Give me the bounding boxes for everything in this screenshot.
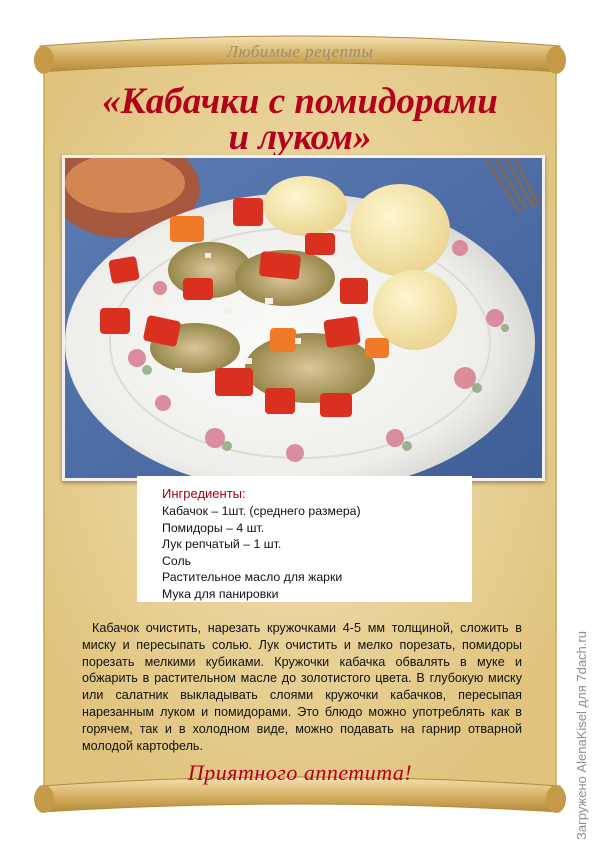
ingredients-heading: Ингредиенты: xyxy=(162,486,246,501)
ingredient-item: Растительное масло для жарки xyxy=(162,570,343,584)
ingredients-box xyxy=(137,476,472,602)
ingredient-item: Соль xyxy=(162,553,192,568)
recipe-title-line-1: «Кабачки с помидорами xyxy=(102,81,498,122)
series-subtitle: Любимые рецепты xyxy=(226,42,374,61)
recipe-title xyxy=(60,81,540,158)
recipe-instructions: Кабачок очистить, нарезать кружочками 4-5 мм толщиной, сложить в миску и пересыпать солью. Лук очистить и мелко порезать, помидоры порезать мелкими кубиками. Кружочки кабачка обвалять в муке и обжарить в растительном масле до золотистого цвета. В глубокую миску или салатник выкладывать слоями кружочки кабачков, пересыпая нарезанным луком и помидорами. Это блюдо можно употреблять как в горячем, так и в холодном виде, можно подавать на гарнир отварной молодой картофель. xyxy=(82,621,522,753)
dish-illustration xyxy=(65,158,542,478)
recipe-card: Любимые рецепты «Кабачки с помидорами и луком» Ингредиенты: Кабачок – 1шт. (среднего размера) Помидоры – 4 шт. Лук репчатый – 1 шт. Соль Растительное масло для жарки Мука для панировки Кабачок очистить, нарезать кружочками 4-5 мм толщиной, сложить в миску и пересыпать солью. Лук очистить и мелко порезать, помидоры порезать мелкими кубиками. Кружочки кабачка обвалять в муке и обжарить в растительном масле до золотистого цвета. В глубокую миску или салатник выкладывать слоями кружочки кабачков, пересыпая нарезанным луком и помидорами. Это блюдо можно употреблять как в горячем, так и в холодном виде, можно подавать на гарнир отварной молодой картофель. Приятного аппетита! Загружено AlenaKisel для 7dach.ru xyxy=(0,0,600,849)
ingredient-item: Лук репчатый – 1 шт. xyxy=(162,537,282,551)
closing-wish: Приятного аппетита! xyxy=(187,760,413,785)
ingredients-list xyxy=(162,503,361,602)
dish-photo xyxy=(62,155,545,481)
recipe-title-line-2: и луком» xyxy=(228,117,372,158)
ingredient-item: Мука для панировки xyxy=(162,586,279,601)
ingredient-item: Помидоры – 4 шт. xyxy=(162,520,265,535)
ingredient-item: Кабачок – 1шт. (среднего размера) xyxy=(162,504,361,518)
